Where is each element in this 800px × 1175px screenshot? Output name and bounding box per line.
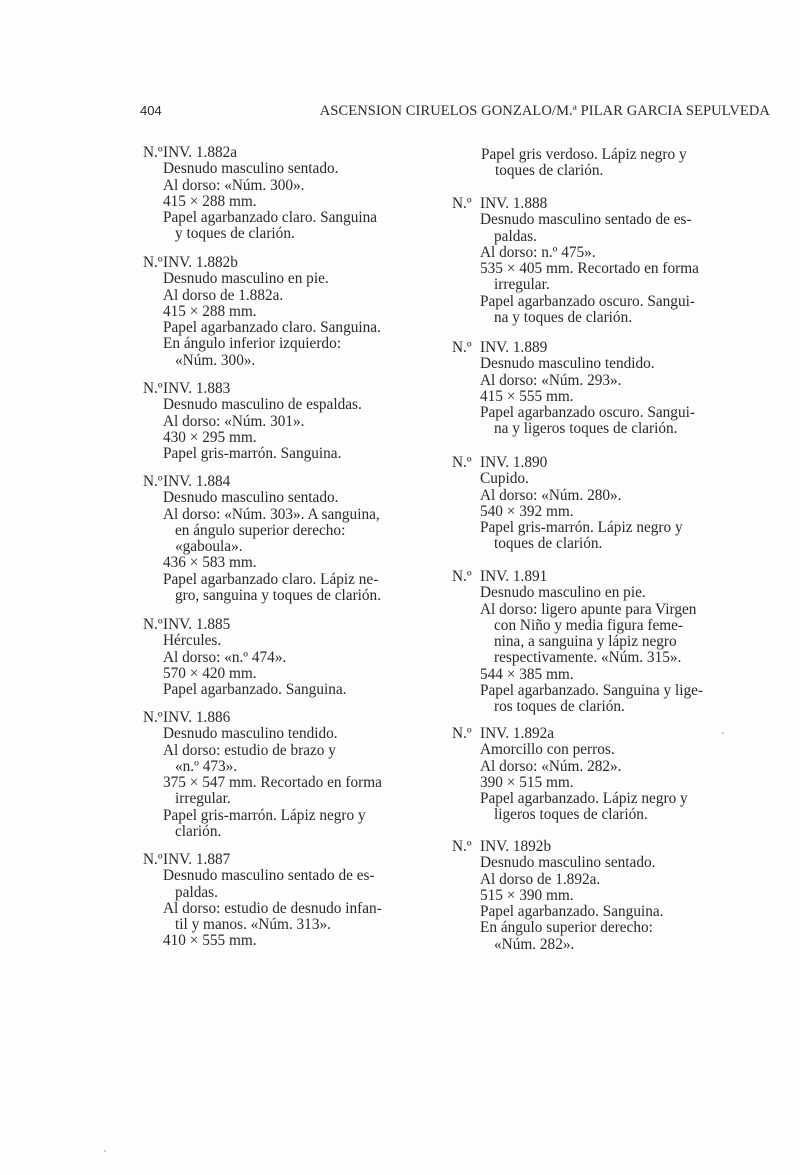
entry-line: En ángulo superior derecho: [480,919,653,937]
entry-line: Papel agarbanzado oscuro. Sangui- [480,292,695,310]
inventory-number: INV. 1.883 [163,380,231,397]
catalogue-entry [143,255,418,369]
entry-line: 390 × 515 mm. [480,773,574,791]
entry-line: Desnudo masculino de espaldas. [163,396,362,414]
entry-line: y toques de clarión. [175,225,295,243]
entry-line: Papel agarbanzado claro. Sanguina [163,209,378,227]
entry-heading [143,710,418,726]
entry-line: 540 × 392 mm. [480,502,574,520]
entry-number-label: N.º [452,454,472,471]
entry-line: 415 × 288 mm. [163,192,257,210]
catalogue-entry [452,455,732,553]
catalogue-entry [143,381,418,462]
entry-line: Al dorso: «Núm. 300». [163,176,305,194]
entry-number-label: N.º [143,709,163,726]
entry-line: Cupido. [480,470,529,488]
entry-line: Papel agarbanzado. Lápiz negro y [480,790,688,808]
entry-line: Papel agarbanzado claro. Lápiz ne- [163,570,379,588]
entry-body [143,271,418,369]
entry-body [143,161,418,242]
entry-heading [143,255,418,271]
entry-heading [452,455,732,471]
entry-line: irregular. [494,276,550,294]
inventory-number: INV. 1.882a [163,144,238,161]
entry-number-label: N.º [452,195,472,212]
entry-heading [143,145,418,161]
entry-heading [452,839,732,855]
entry-line: ros toques de clarión. [494,698,625,716]
entry-line: Desnudo masculino tendido. [163,725,338,743]
catalogue-entry [452,569,732,716]
catalogue-entry [143,617,418,698]
scan-speck [104,1150,106,1152]
entry-body [143,633,418,698]
entry-heading [143,381,418,397]
entry-number-label: N.º [452,339,472,356]
entry-heading [452,726,732,742]
running-title: ASCENSION CIRUELOS GONZALO/M.ª PILAR GARCIA SEPULVEDA [319,103,770,119]
entry-line: Al dorso de 1.882a. [163,286,284,304]
entry-number-label: N.º [143,144,163,161]
entry-line: ligeros toques de clarión. [494,806,648,824]
entry-line: gro, sanguina y toques de clarión. [175,587,382,605]
entry-number-label: N.º [452,568,472,585]
entry-number-label: N.º [452,838,472,855]
entry-line: irregular. [175,790,231,808]
entry-line: Hércules. [163,632,222,650]
entry-line: Al dorso: n.º 475». [480,243,596,261]
entry-line: En ángulo inferior izquierdo: [163,335,341,353]
entry-heading [143,617,418,633]
entry-line: «Núm. 282». [494,935,575,953]
entry-body [452,356,732,437]
entry-line: Papel agarbanzado oscuro. Sangui- [480,404,695,422]
entry-body [452,147,732,180]
entry-line: Desnudo masculino en pie. [163,270,329,288]
catalogue-entry [143,710,418,840]
page-number: 404 [140,103,162,118]
entry-heading [452,340,732,356]
entry-line: paldas. [494,227,537,245]
inventory-number: INV. 1.891 [480,568,548,585]
entry-body [452,585,732,715]
entry-line: toques de clarión. [495,162,604,180]
entry-line: «n.º 473». [175,757,238,775]
entry-line: Papel gris-marrón. Sanguina. [163,445,342,463]
entry-line: clarión. [175,823,222,841]
entry-line: Papel gris-marrón. Lápiz negro y [163,806,366,824]
inventory-number: INV. 1.885 [163,616,231,633]
entry-line: Desnudo masculino en pie. [480,584,646,602]
scan-speck [722,732,724,734]
entry-heading [143,474,418,490]
entry-number-label: N.º [143,473,163,490]
entry-number-label: N.º [143,254,163,271]
inventory-number: INV. 1.884 [163,473,231,490]
catalogue-entry [452,839,732,953]
entry-line: Desnudo masculino sentado de es- [163,867,375,885]
entry-line: Al dorso: «Núm. 301». [163,412,305,430]
entry-line: Papel agarbanzado. Sanguina y lige- [480,682,703,700]
inventory-number: INV. 1.888 [480,195,548,212]
entry-line: con Niño y media figura feme- [494,616,684,634]
entry-line: Al dorso de 1.892a. [480,870,601,888]
inventory-number: INV. 1.887 [163,851,231,868]
entry-line: Papel agarbanzado claro. Sanguina. [163,319,381,337]
entry-number-label: N.º [452,725,472,742]
entry-line: 415 × 288 mm. [163,302,257,320]
entry-line: Al dorso: «Núm. 303». A sanguina, [163,505,380,523]
entry-line: na y toques de clarión. [494,309,633,327]
entry-body [452,212,732,326]
entry-line: Papel agarbanzado. Sanguina. [163,681,347,699]
entry-line: 430 × 295 mm. [163,428,257,446]
entry-heading [452,569,732,585]
entry-line: nina, a sanguina y lápiz negro [494,633,677,651]
entry-line: Al dorso: ligero apunte para Virgen [480,600,697,618]
inventory-number: INV. 1.882b [163,254,238,271]
entry-line: Papel agarbanzado. Sanguina. [480,903,664,921]
entry-line: 410 × 555 mm. [163,932,257,950]
entry-number-label: N.º [143,851,163,868]
entry-line: toques de clarión. [494,535,603,553]
entry-line: 535 × 405 mm. Recortado en forma [480,260,699,278]
entry-line: Al dorso: «Núm. 293». [480,371,622,389]
inventory-number: INV. 1.890 [480,454,548,471]
catalogue-entry [452,196,732,326]
entry-body [452,742,732,823]
entry-line: paldas. [175,883,218,901]
entry-line: Al dorso: estudio de desnudo infan- [163,899,382,917]
entry-line: til y manos. «Núm. 313». [175,916,331,934]
entry-line: Al dorso: «n.º 474». [163,648,287,666]
entry-number-label: N.º [143,380,163,397]
entry-line: Al dorso: «Núm. 282». [480,757,622,775]
entry-line: Desnudo masculino sentado. [480,854,656,872]
entry-line: «gaboula». [175,538,243,556]
entry-line: 415 × 555 mm. [480,387,574,405]
entry-line: 570 × 420 mm. [163,664,257,682]
inventory-number: INV. 1.889 [480,339,548,356]
entry-line: Desnudo masculino sentado de es- [480,211,692,229]
entry-line: respectivamente. «Núm. 315». [494,649,682,667]
catalogue-entry [143,474,418,604]
inventory-number: INV. 1.892a [480,725,555,742]
catalogue-entry [452,340,732,438]
entry-heading [452,196,732,212]
entry-body [143,490,418,604]
entry-line: Amorcillo con perros. [480,741,615,759]
entry-line: Al dorso: estudio de brazo y [163,741,336,759]
entry-line: Papel gris verdoso. Lápiz negro y [481,146,687,163]
inventory-number: INV. 1.886 [163,709,231,726]
inventory-number: INV. 1892b [480,838,552,855]
entry-body [452,855,732,953]
entry-number-label: N.º [143,616,163,633]
entry-body [143,397,418,462]
entry-body [143,726,418,840]
entry-line: Desnudo masculino sentado. [163,489,339,507]
entry-line: Papel gris-marrón. Lápiz negro y [480,519,683,537]
entry-line: Desnudo masculino sentado. [163,160,339,178]
entry-line: 375 × 547 mm. Recortado en forma [163,774,382,792]
entry-body [143,868,418,949]
catalogue-entry [452,726,732,824]
entry-line: na y ligeros toques de clarión. [494,420,678,438]
entry-line: Desnudo masculino tendido. [480,355,655,373]
entry-line: en ángulo superior derecho: [175,521,346,539]
continued-entry [452,147,732,180]
entry-line: Al dorso: «Núm. 280». [480,486,622,504]
catalogue-entry [143,852,418,950]
entry-heading [143,852,418,868]
entry-line: «Núm. 300». [175,351,256,369]
entry-line: 515 × 390 mm. [480,886,574,904]
catalogue-entry [143,145,418,243]
entry-body [452,471,732,552]
entry-line: 544 × 385 mm. [480,665,574,683]
entry-line: 436 × 583 mm. [163,554,257,572]
